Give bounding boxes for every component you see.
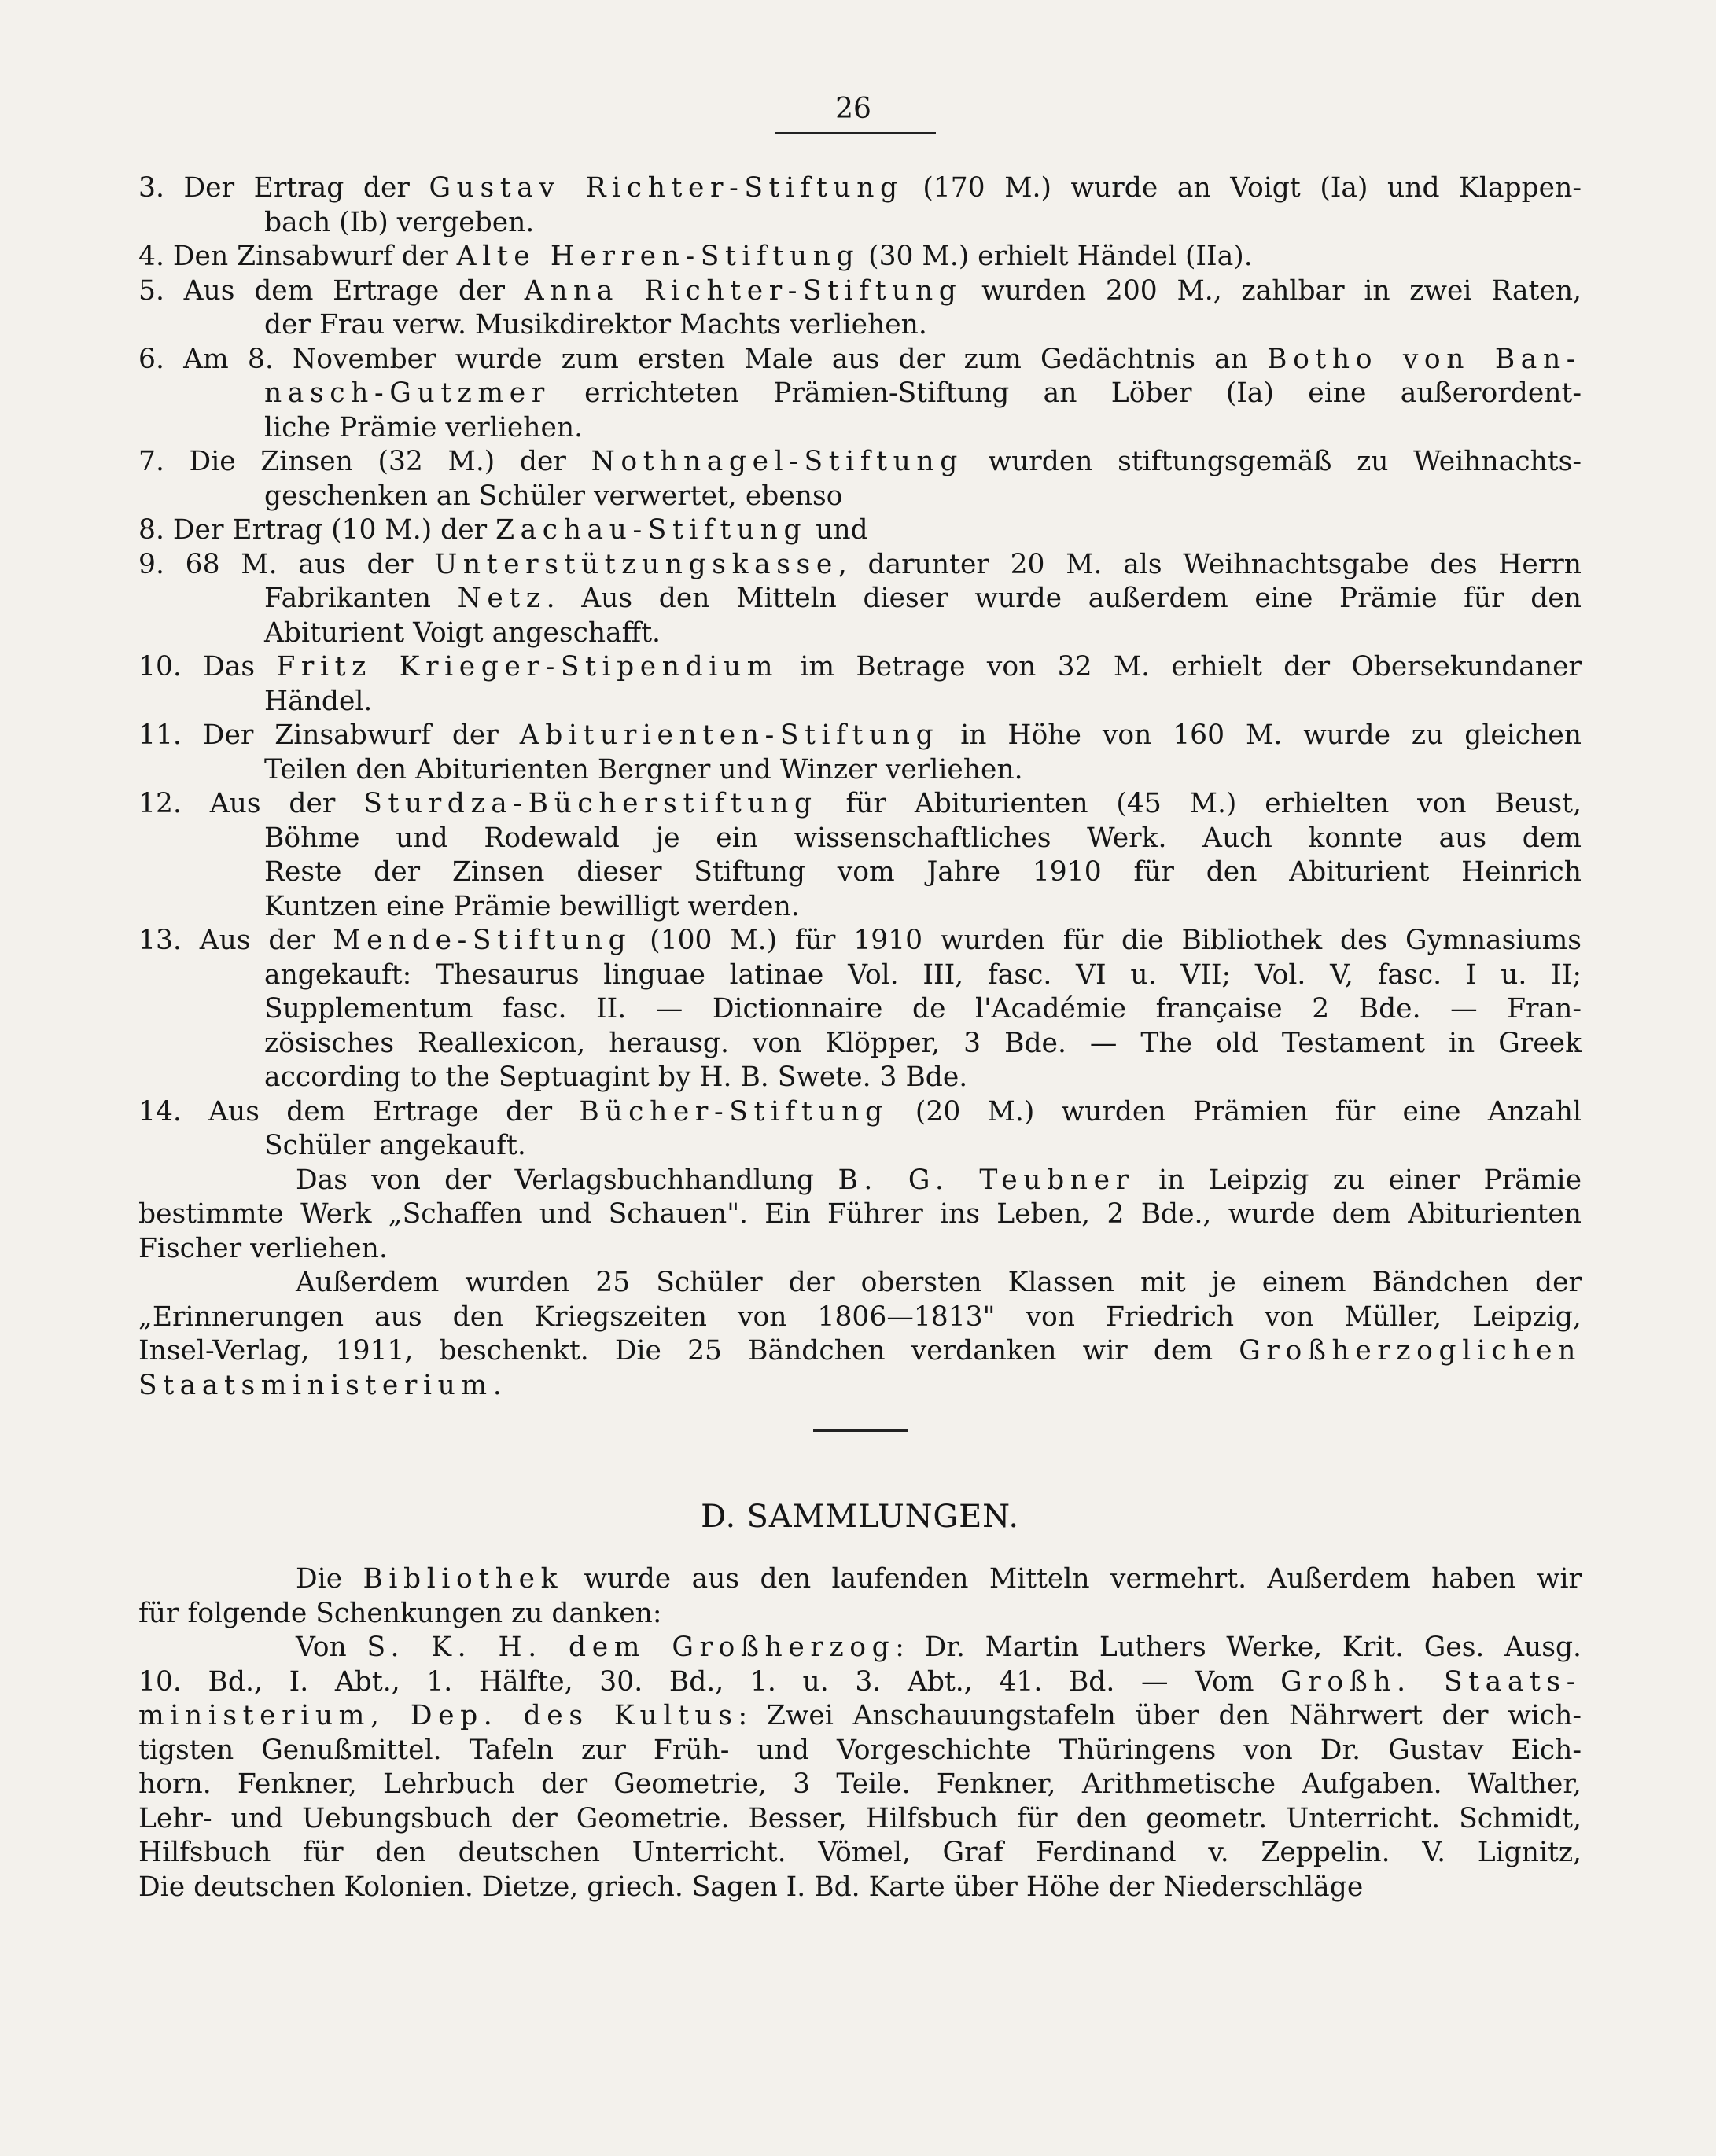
text-run: according to the Septuagint by H. B. Swete. 3 Bde.: [264, 1061, 968, 1093]
spaced-name: Mende-Stiftung: [333, 925, 632, 956]
paragraph-line: [138, 1631, 1582, 1665]
list-item: [138, 924, 1582, 1095]
text-run: wurden 200 M., zahlbar in zwei Raten,: [962, 274, 1582, 307]
list-item-line: [138, 616, 1582, 651]
text-run: Von: [296, 1632, 367, 1663]
text-run: 13. Aus der: [138, 925, 333, 956]
list-item-line: [138, 1129, 1582, 1164]
page-number: 26: [835, 93, 871, 125]
paragraph-line: [138, 1597, 1582, 1632]
list-item: [138, 719, 1582, 787]
list-item-line: [138, 855, 1582, 890]
text-run: errichteten Prämien-Stiftung an Löber (Ia) eine außerordent-: [550, 377, 1582, 409]
spaced-name: Botho von Ban-: [1267, 343, 1582, 375]
text-run: .: [492, 1369, 502, 1401]
paragraph-line: [138, 1768, 1582, 1802]
list-item-line: [138, 924, 1582, 958]
text-run: für Abiturienten (45 M.) erhielten von Beust,: [817, 788, 1582, 819]
list-item: [138, 548, 1582, 651]
paragraph-line: [138, 1198, 1582, 1232]
list-item-line: [138, 719, 1582, 753]
page-number-rule: [775, 132, 936, 134]
spaced-name: Bücher-Stiftung: [579, 1095, 889, 1128]
list-item-line: [138, 411, 1582, 446]
spaced-name: Unterstützungskasse: [434, 548, 838, 580]
paragraph-line: [138, 1699, 1582, 1734]
paragraph-line: [138, 1334, 1582, 1369]
paragraph-line: [138, 1369, 1582, 1404]
text-run: Abiturient Voigt angeschafft.: [264, 616, 661, 649]
text-run: geschenken an Schüler verwertet, ebenso: [264, 480, 843, 512]
text-run: der Frau verw. Musikdirektor Machts verliehen.: [264, 309, 927, 340]
list-item-line: [138, 1027, 1582, 1061]
section-heading: D. SAMMLUNGEN.: [701, 1499, 1019, 1535]
spaced-name: ministerium, Dep. des Kultus: [138, 1700, 738, 1731]
foundation-list: [138, 171, 1582, 1164]
paragraph-line: [138, 1665, 1582, 1700]
spaced-name: Großh. Staats-: [1280, 1665, 1582, 1698]
list-item-line: [138, 206, 1582, 241]
text-run: 8. Der Ertrag (10 M.) der: [138, 514, 496, 546]
text-run: 14. Aus dem Ertrage der: [138, 1095, 580, 1128]
paragraph: [138, 1266, 1582, 1403]
text-run: 6. Am 8. November wurde zum ersten Male aus der zum Gedächtnis an: [138, 343, 1268, 375]
list-item-line: [138, 171, 1582, 206]
text-run: in Höhe von 160 M. wurde zu gleichen: [939, 719, 1582, 751]
text-run: Teilen den Abiturienten Bergner und Winzer verliehen.: [264, 753, 1023, 786]
text-run: für folgende Schenkungen zu danken:: [138, 1597, 662, 1629]
text-run: „Erinnerungen aus den Kriegszeiten von 1806—1813" von Friedrich von Müller, Leipzig,: [138, 1301, 1582, 1333]
text-run: zösisches Reallexicon, herausg. von Klöpper, 3 Bde. — The old Testament in Greek: [264, 1027, 1582, 1059]
text-run: Böhme und Rodewald je ein wissenschaftliches Werk. Auch konnte aus dem: [264, 822, 1582, 854]
text-run: angekauft: Thesaurus linguae latinae Vol. III, fasc. VI u. VII; Vol. V, fasc. I u. II;: [264, 958, 1582, 991]
text-run: Die: [296, 1563, 363, 1595]
text-run: 9. 68 M. aus der: [138, 548, 435, 580]
list-item-line: [138, 445, 1582, 480]
text-run: Kuntzen eine Prämie bewilligt werden.: [264, 890, 800, 922]
list-item-line: [138, 308, 1582, 343]
spaced-name: Netz: [457, 583, 547, 614]
list-item-line: [138, 548, 1582, 583]
text-run: horn. Fenkner, Lehrbuch der Geometrie, 3 Teile. Fenkner, Arithmetische Aufgaben. Walther,: [138, 1768, 1582, 1800]
paragraph-line: [138, 1734, 1582, 1768]
list-item-line: [138, 958, 1582, 993]
text-run: : Zwei Anschauungstafeln über den Nährwert der wich-: [738, 1700, 1582, 1731]
text-run: wurde aus den laufenden Mitteln vermehrt. Außerdem haben wir: [563, 1563, 1582, 1595]
list-item-line: [138, 992, 1582, 1027]
section-divider: [813, 1429, 908, 1432]
paragraph-line: [138, 1301, 1582, 1335]
text-run: Das von der Verlagsbuchhandlung: [296, 1164, 838, 1196]
text-run: 11. Der Zinsabwurf der: [138, 719, 520, 751]
list-item-line: [138, 480, 1582, 514]
list-item-line: [138, 377, 1582, 411]
text-run: im Betrage von 32 M. erhielt der Obersekundaner: [779, 651, 1582, 682]
list-item-line: [138, 343, 1582, 377]
paragraph-line: [138, 1836, 1582, 1871]
list-item-line: [138, 1095, 1582, 1130]
spaced-name: S. K. H. dem Großherzog: [366, 1632, 896, 1663]
text-run: Supplementum fasc. II. — Dictionnaire de l'Académie française 2 Bde. — Fran-: [264, 993, 1582, 1025]
text-run: bach (Ib) vergeben.: [264, 206, 535, 238]
text-run: Lehr- und Uebungsbuch der Geometrie. Besser, Hilfsbuch für den geometr. Unterricht. Schmidt,: [138, 1802, 1582, 1834]
text-run: , darunter 20 M. als Weihnachtsgabe des Herrn: [838, 548, 1582, 580]
text-run: . Aus den Mitteln dieser wurde außerdem eine Prämie für den: [546, 583, 1582, 614]
text-run: bestimmte Werk „Schaffen und Schauen". Ein Führer ins Leben, 2 Bde., wurde dem Abiturienten: [138, 1198, 1582, 1230]
text-run: in Leipzig zu einer Prämie: [1134, 1164, 1582, 1196]
text-run: Reste der Zinsen dieser Stiftung vom Jahre 1910 für den Abiturient Heinrich: [264, 856, 1582, 888]
paragraph-line: [138, 1562, 1582, 1597]
spaced-name: Nothnagel-Stiftung: [591, 446, 963, 477]
text-run: 10. Das: [138, 651, 277, 682]
list-item-line: [138, 753, 1582, 788]
text-run: 12. Aus der: [138, 788, 364, 819]
spaced-name: Alte Herren-Stiftung: [456, 241, 860, 272]
paragraph: [138, 1631, 1582, 1904]
list-item-line: [138, 890, 1582, 925]
text-run: Fischer verliehen.: [138, 1232, 388, 1264]
paragraph-line: [138, 1266, 1582, 1301]
spaced-name: Anna Richter-Stiftung: [524, 274, 963, 307]
list-item: [138, 240, 1582, 274]
list-item: [138, 171, 1582, 240]
paragraph: [138, 1562, 1582, 1631]
text-run: (100 M.) für 1910 wurden für die Bibliothek des Gymnasiums: [632, 925, 1582, 956]
paragraph-line: [138, 1164, 1582, 1198]
list-item-line: [138, 685, 1582, 719]
spaced-name: Sturdza-Bücherstiftung: [363, 788, 818, 819]
paragraph: [138, 1164, 1582, 1267]
list-item-line: [138, 1061, 1582, 1095]
list-item-line: [138, 513, 1582, 548]
text-run: Fabrikanten: [264, 583, 458, 614]
list-item-line: [138, 240, 1582, 274]
spaced-name: Zachau-Stiftung: [495, 514, 808, 546]
text-run: Die deutschen Kolonien. Dietze, griech. Sagen I. Bd. Karte über Höhe der Niederschläge: [138, 1871, 1364, 1903]
list-item: [138, 513, 1582, 548]
spaced-name: Fritz Krieger-Stipendium: [276, 651, 779, 682]
text-run: 10. Bd., I. Abt., 1. Hälfte, 30. Bd., 1. u. 3. Abt., 41. Bd. — Vom: [138, 1665, 1281, 1698]
list-item-line: [138, 822, 1582, 856]
text-run: Außerdem wurden 25 Schüler der obersten Klassen mit je einem Bändchen der: [296, 1267, 1582, 1298]
spaced-name: Großherzoglichen: [1239, 1335, 1582, 1367]
spaced-name: Staatsministerium: [138, 1369, 493, 1401]
list-item: [138, 787, 1582, 924]
list-item-line: [138, 582, 1582, 616]
text-run: (30 M.) erhielt Händel (IIa).: [860, 241, 1253, 272]
list-item: [138, 650, 1582, 719]
text-run: Händel.: [264, 685, 373, 717]
text-run: 7. Die Zinsen (32 M.) der: [138, 446, 591, 477]
spaced-name: nasch-Gutzmer: [264, 377, 551, 409]
text-run: (20 M.) wurden Prämien für eine Anzahl: [888, 1095, 1582, 1128]
paragraph-line: [138, 1871, 1582, 1905]
text-run: wurden stiftungsgemäß zu Weihnachts-: [963, 446, 1582, 477]
text-run: (170 M.) wurde an Voigt (Ia) und Klappen-: [903, 172, 1582, 204]
text-run: tigsten Genußmittel. Tafeln zur Früh- und Vorgeschichte Thüringens von Dr. Gustav Eich-: [138, 1734, 1582, 1766]
body-text: [138, 171, 1582, 1904]
text-run: liche Prämie verliehen.: [264, 411, 584, 443]
list-item: [138, 274, 1582, 343]
paragraph-line: [138, 1232, 1582, 1267]
text-run: Hilfsbuch für den deutschen Unterricht. Vömel, Graf Ferdinand v. Zeppelin. V. Lignitz,: [138, 1837, 1582, 1868]
list-item: [138, 445, 1582, 513]
list-item-line: [138, 650, 1582, 685]
spaced-name: B. G. Teubner: [838, 1164, 1135, 1196]
list-item: [138, 343, 1582, 446]
list-item-line: [138, 274, 1582, 309]
text-run: : Dr. Martin Luthers Werke, Krit. Ges. Ausg.: [895, 1632, 1582, 1663]
list-item: [138, 1095, 1582, 1164]
spaced-name: Bibliothek: [363, 1563, 564, 1595]
paragraph-line: [138, 1802, 1582, 1837]
prize-paragraphs: [138, 1164, 1582, 1404]
spaced-name: Gustav Richter-Stiftung: [429, 172, 904, 204]
list-item-line: [138, 787, 1582, 822]
text-run: und: [807, 514, 868, 546]
text-run: 5. Aus dem Ertrage der: [138, 274, 525, 307]
text-run: Schüler angekauft.: [264, 1130, 526, 1161]
spaced-name: Abiturienten-Stiftung: [519, 719, 940, 751]
text-run: 4. Den Zinsabwurf der: [138, 241, 457, 272]
text-run: Insel-Verlag, 1911, beschenkt. Die 25 Bändchen verdanken wir dem: [138, 1335, 1239, 1367]
collections-paragraphs: [138, 1562, 1582, 1904]
text-run: 3. Der Ertrag der: [138, 172, 429, 204]
